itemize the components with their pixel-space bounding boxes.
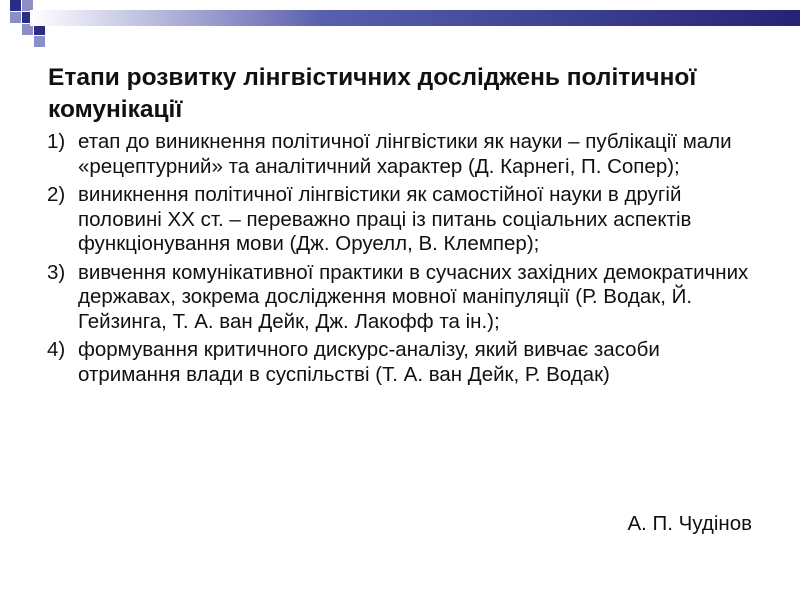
header-decoration [0,0,800,48]
list-item [47,261,767,335]
decorative-square [10,0,21,11]
gradient-bar [30,10,800,26]
item-number: 1) [47,130,66,153]
item-number: 3) [47,260,66,284]
list-item [47,338,767,387]
item-text: етап до виникнення політичної лінгвістики як науки – публікації мали «рецептурний» та аналітичний характер (Д. Карнегі, П. Сопер); [78,130,732,178]
item-text: вивчення комунікативної практики в сучасних західних демократичних державах, зокрема дослідження мовної маніпуляції (Р. Водак, Й. Гейзинга, Т. А. ван Дейк, Дж. Лакофф та ін.); [78,260,749,333]
item-number: 2) [47,183,66,206]
list-item [47,130,767,179]
decorative-square [34,36,45,47]
item-number: 4) [47,338,66,361]
list-item [47,183,767,257]
item-text: виникнення політичної лінгвістики як самостійної науки в другій половині ХХ ст. – переважно праці із питань соціальних аспектів функціонування мови (Дж. Оруелл, В. Клемпер); [78,183,692,255]
stages-list [47,130,767,391]
item-text: формування критичного дискурс-аналізу, який вивчає засоби отримання влади в суспільстві (Т. А. ван Дейк, Р. Водак) [78,338,660,386]
slide-title: Етапи розвитку лінгвістичних досліджень політичної комунікації [48,64,697,123]
decorative-square [10,12,21,23]
author-signature: А. П. Чудінов [627,512,752,535]
